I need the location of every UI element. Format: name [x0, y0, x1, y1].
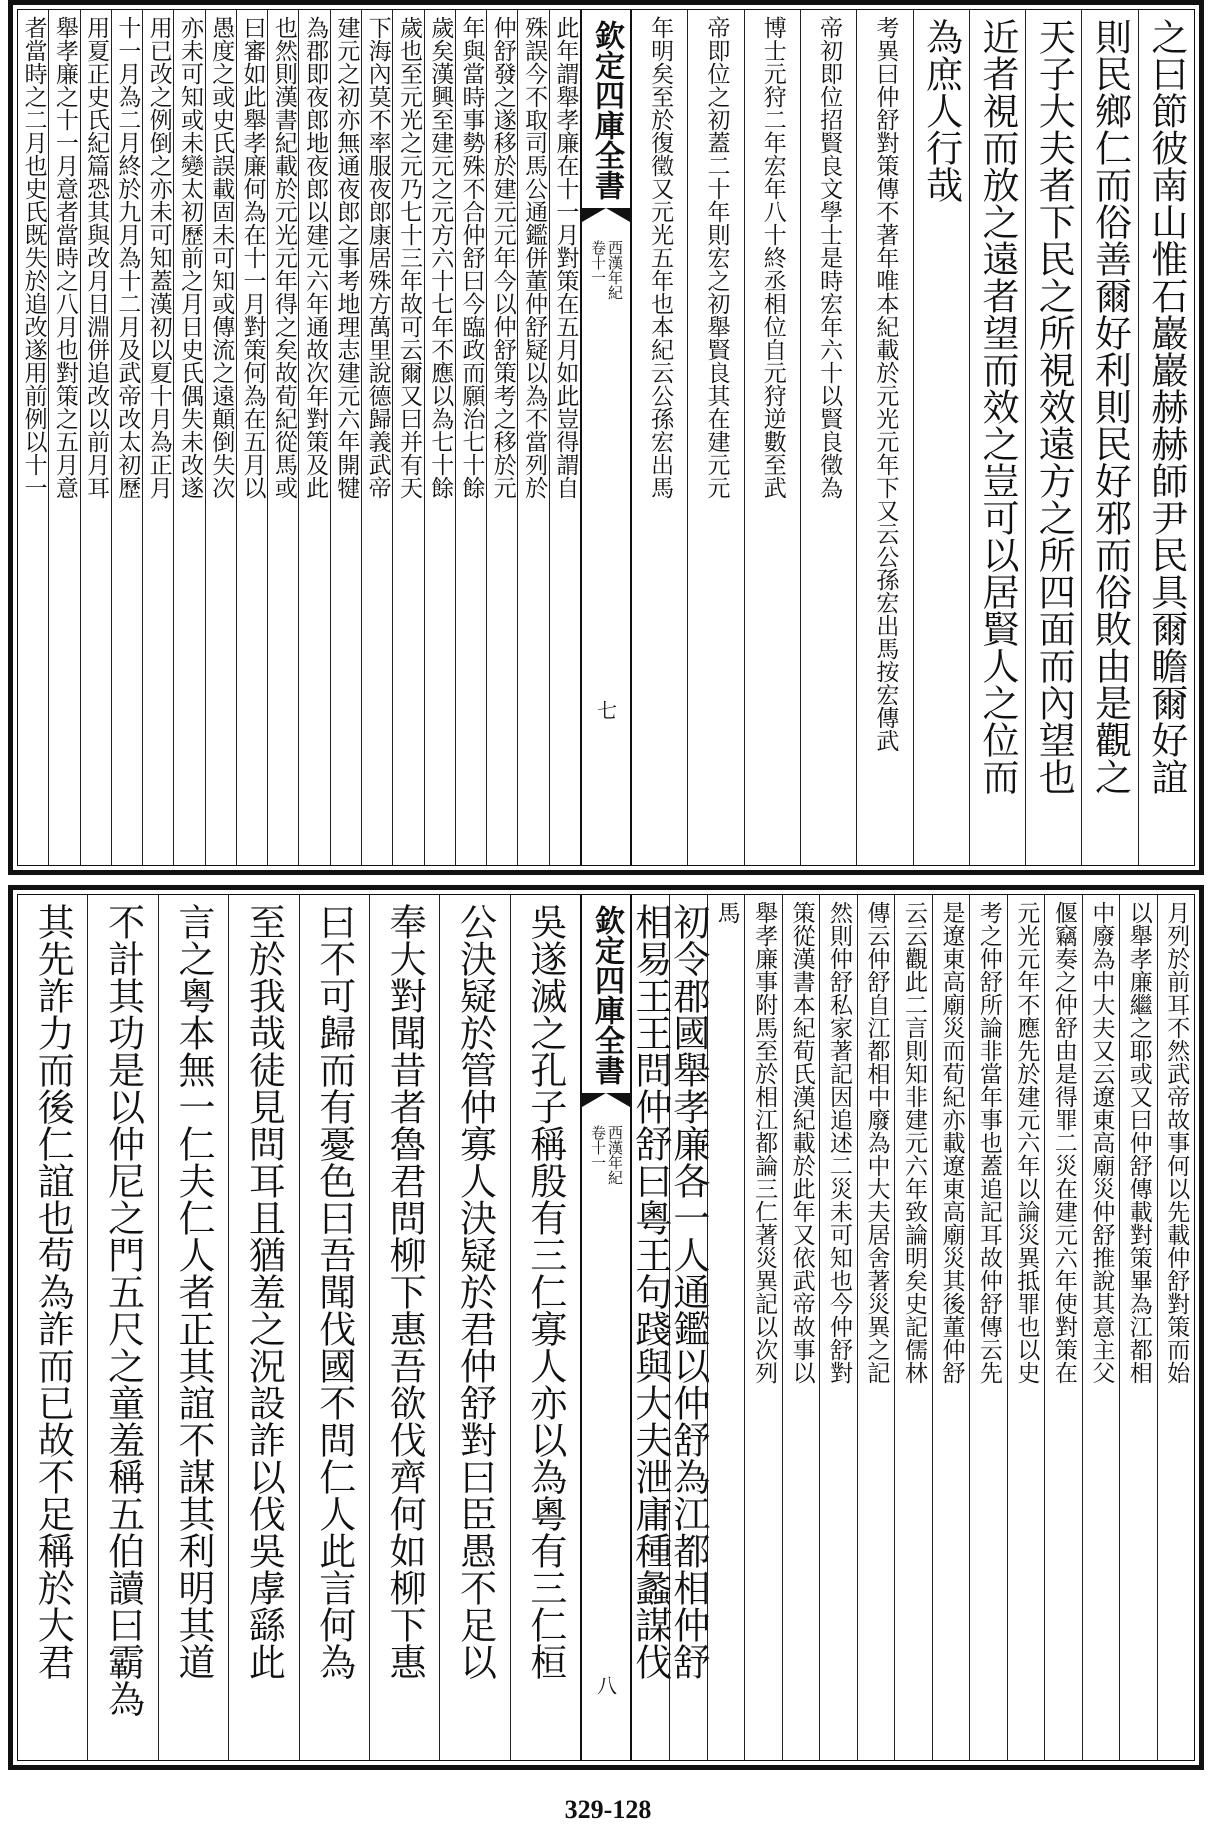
column-text: 奉大對聞昔者魯君問柳下惠吾欲伐齊何如柳下惠 — [383, 903, 427, 1680]
annotation-text: 考異曰仲舒對策傳不著年唯本紀載於元光元年下又云公孫宏出馬按宏傳武 — [872, 16, 899, 752]
text-column — [18, 10, 48, 865]
text-column — [913, 10, 969, 865]
column-text: 策從漢書本紀荀氏漢紀載於此年又依武帝故事以 — [788, 901, 815, 1384]
text-column — [707, 895, 744, 1760]
column-text: 相易王王問仲舒曰粵王句踐與大夫泄庸種蠡謀伐 — [628, 903, 672, 1680]
lower-page — [0, 880, 1216, 1780]
column-text: 為庶人行哉 — [919, 18, 963, 203]
column-text: 然則仲舒私家著記因追述二災未可知也今仲舒對 — [826, 901, 853, 1384]
text-column — [894, 895, 931, 1760]
upper-spine — [580, 10, 632, 865]
text-column — [205, 10, 236, 865]
lower-right-half — [628, 895, 1194, 1760]
spine-section: 西漢年紀 — [606, 240, 624, 300]
column-text: 公決疑於管仲寡人決疑於君仲舒對曰臣愚不足以 — [453, 903, 497, 1680]
text-column — [687, 10, 743, 865]
page-footer-number: 329-128 — [564, 1795, 652, 1824]
column-text: 也然則漢書紀載於元光元年得之矣故荀紀從馬或 — [270, 16, 297, 499]
upper-left-half — [18, 10, 580, 865]
upper-right-half — [632, 10, 1194, 865]
text-column — [48, 10, 79, 865]
text-column — [1119, 895, 1156, 1760]
text-column — [439, 895, 509, 1760]
text-column — [87, 895, 157, 1760]
fishtail-mark — [582, 208, 630, 222]
column-text: 歲矣漢興至建元之元方六十七年不應以為七十餘 — [427, 16, 454, 499]
lower-page-grid — [17, 894, 1195, 1761]
column-text: 馬 — [713, 901, 740, 924]
column-text: 近者視而放之遠者望而效之豈可以居賢人之位而 — [975, 18, 1019, 795]
text-column — [267, 10, 298, 865]
text-column — [1007, 895, 1044, 1760]
text-column — [1157, 895, 1194, 1760]
lower-spine — [580, 895, 632, 1760]
column-text: 用夏正史氏紀篇恐其與改月日淵併追改以前月耳 — [83, 16, 110, 499]
text-column — [369, 895, 439, 1760]
text-column — [455, 10, 486, 865]
spine-page-number: 八 — [593, 1675, 618, 1695]
column-text: 考之仲舒所論非當年事也蓋追記耳故仲舒傳云先 — [975, 901, 1002, 1384]
spine-meta — [590, 1125, 622, 1185]
column-text: 亦未可知或未變太初歷前之月日史氏偶失未改遂 — [176, 16, 203, 499]
text-column — [666, 895, 710, 1760]
spine-section: 西漢年紀 — [606, 1125, 624, 1185]
column-text: 為郡即夜郎地夜郎以建元六年通故次年對策及此 — [302, 16, 329, 499]
text-column — [1044, 895, 1081, 1760]
column-text: 以舉孝廉繼之耶或又曰仲舒傳載對策畢為江都相 — [1125, 901, 1152, 1384]
column-text: 愚度之或史氏誤載固未可知或傳流之遠顛倒失次 — [208, 16, 235, 499]
text-column — [361, 10, 392, 865]
column-text: 則民鄉仁而俗善爾好利則民好邪而俗敗由是觀之 — [1088, 18, 1132, 795]
spine-meta — [590, 240, 622, 300]
text-column — [744, 10, 800, 865]
column-text: 云云觀此二言則知非建元六年致論明矣史記儒林 — [900, 901, 927, 1384]
text-column — [782, 895, 819, 1760]
lower-left-half — [18, 895, 580, 1760]
spine-volume: 卷十一 — [589, 240, 607, 285]
text-column — [744, 895, 781, 1760]
upper-page-frame — [8, 0, 1204, 875]
column-text: 偃竊奏之仲舒由是得罪二災在建元六年使對策在 — [1050, 901, 1077, 1384]
text-column — [1138, 10, 1194, 865]
text-column — [392, 10, 423, 865]
text-column — [228, 895, 298, 1760]
upper-page-grid — [17, 9, 1195, 866]
upper-page — [0, 0, 1216, 880]
text-column — [330, 10, 361, 865]
text-column — [857, 895, 894, 1760]
column-text: 吳遂滅之孔子稱殷有三仁寡人亦以為粵有三仁桓 — [523, 903, 567, 1680]
annotation-column — [856, 10, 912, 865]
text-column — [628, 895, 672, 1760]
text-column — [173, 10, 204, 865]
text-column — [819, 895, 856, 1760]
column-text: 下海內莫不率服夜郎康居殊方萬里說德歸義武帝 — [364, 16, 391, 499]
column-text: 不計其功是以仲尼之門五尺之童羞稱五伯讀曰霸為 — [101, 903, 145, 1717]
text-column — [517, 10, 548, 865]
column-text: 仲舒發之遂移於建元元年今以仲舒策考之移於元 — [489, 16, 516, 499]
text-column — [18, 895, 87, 1760]
column-text: 歲也至元光之元乃七十三年故可云爾又曰并有天 — [395, 16, 422, 499]
column-text: 言之粵本無一仁夫仁人者正其誼不謀其利明其道 — [171, 903, 215, 1680]
fishtail-mark — [582, 1093, 630, 1107]
column-text: 帝即位之初蓋二十年則宏之初舉賢良其在建元元 — [703, 16, 730, 499]
spine-volume: 卷十一 — [589, 1125, 607, 1170]
column-text: 者當時之二月也史氏既失於追改遂用前例以十一 — [20, 16, 47, 499]
column-text: 舉孝廉事附馬至於相江都論三仁著災異記以次列 — [751, 901, 778, 1384]
column-text: 建元之初亦無通夜郎之事考地理志建元六年開犍 — [333, 16, 360, 499]
text-column — [969, 895, 1006, 1760]
text-column — [510, 895, 580, 1760]
text-column — [142, 10, 173, 865]
column-text: 天子大夫者下民之所視效遠方之所四面而內望也 — [1032, 18, 1076, 795]
column-text: 年與當時事勢殊不合仲舒曰今臨政而願治七十餘 — [458, 16, 485, 499]
column-text: 之曰節彼南山惟石巖巖赫赫師尹民具爾瞻爾好誼 — [1144, 18, 1188, 795]
column-text: 年明矣至於復徵又元光五年也本紀云公孫宏出馬 — [647, 16, 674, 499]
column-text: 博士元狩二年宏年八十終丞相位自元狩逆數至武 — [759, 16, 786, 499]
spine-title: 欽定四庫全書 — [589, 905, 624, 1085]
text-column — [1082, 895, 1119, 1760]
text-column — [632, 10, 687, 865]
text-column — [932, 895, 969, 1760]
spine-page-number: 七 — [593, 700, 618, 720]
text-column — [236, 10, 267, 865]
text-column — [158, 895, 228, 1760]
column-text: 傳云仲舒自江都相中廢為中大夫居舍著災異之記 — [863, 901, 890, 1384]
column-text: 初令郡國舉孝廉各一人通鑑以仲舒為江都相仲舒 — [666, 903, 710, 1680]
column-text: 殊誤今不取司馬公通鑑併董仲舒疑以為不當列於 — [521, 16, 548, 499]
column-text: 舉孝廉之十一月意者當時之八月也對策之五月意 — [51, 16, 78, 499]
column-text: 月列於前耳不然武帝故事何以先載仲舒對策而始 — [1163, 901, 1190, 1384]
text-column — [1025, 10, 1081, 865]
column-text: 帝初即位招賢良文學士是時宏年六十以賢良徵為 — [816, 16, 843, 499]
text-column — [424, 10, 455, 865]
lower-page-frame — [8, 885, 1204, 1770]
text-column — [800, 10, 856, 865]
text-column — [298, 10, 329, 865]
spine-title: 欽定四庫全書 — [589, 20, 624, 200]
text-column — [1081, 10, 1137, 865]
column-text: 其先詐力而後仁誼也苟為詐而已故不足稱於大君 — [31, 903, 75, 1680]
column-text: 是遼東高廟災而荀紀亦載遼東高廟災其後董仲舒 — [938, 901, 965, 1384]
column-text: 元光元年不應先於建元六年以論災異抵罪也以史 — [1013, 901, 1040, 1384]
column-text: 曰不可歸而有憂色曰吾聞伐國不問仁人此言何為 — [312, 903, 356, 1680]
column-text: 中廢為中大夫又云遼東高廟災仲舒推說其意主父 — [1088, 901, 1115, 1384]
text-column — [299, 895, 369, 1760]
text-column — [969, 10, 1025, 865]
column-text: 用已改之例倒之亦未可知蓋漢初以夏十月為正月 — [145, 16, 172, 499]
text-column — [80, 10, 111, 865]
text-column — [486, 10, 517, 865]
text-column — [111, 10, 142, 865]
column-text: 曰審如此舉孝廉何為在十一月對策何為在五月以 — [239, 16, 266, 499]
column-text: 此年謂舉孝廉在十一月對策在五月如此豈得謂自 — [552, 16, 579, 499]
column-text: 至於我哉徒見問耳且猶羞之況設詐以伐吳虖繇此 — [242, 903, 286, 1680]
text-column — [549, 10, 580, 865]
column-text: 十一月為二月終於九月為十二月及武帝改太初歷 — [114, 16, 141, 499]
